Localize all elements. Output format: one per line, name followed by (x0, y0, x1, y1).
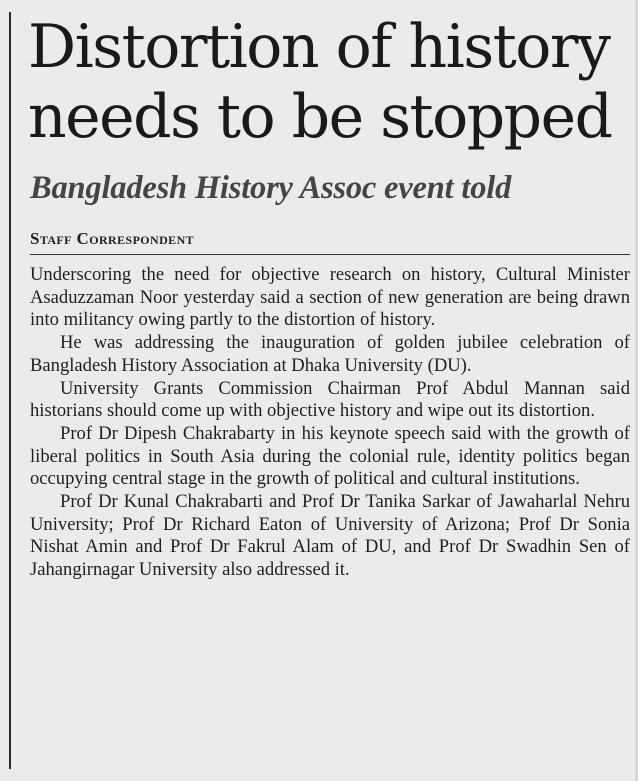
byline: Staff Correspondent (30, 229, 195, 248)
headline: Distortion of history needs to be stopped (28, 12, 612, 152)
column-rule (9, 12, 11, 769)
subheadline: Bangladesh History Assoc event told (30, 170, 512, 206)
article-body (30, 264, 630, 582)
paragraph: He was addressing the inauguration of golden jubilee celebration of Bangladesh History Association at Dhaka University (DU). (30, 332, 630, 376)
paragraph: Underscoring the need for objective research on history, Cultural Minister Asaduzzaman Noor yesterday said a section of new generation are being drawn into militancy owing partly to the distortion of history. (30, 264, 630, 331)
byline-divider (30, 254, 630, 255)
paragraph: Prof Dr Kunal Chakrabarti and Prof Dr Tanika Sarkar of Jawaharlal Nehru University; Prof Dr Richard Eaton of University of Arizona; Prof Dr Sonia Nishat Amin and Prof Dr Fakrul Alam of DU, and Prof Dr Swadhin Sen of Jahangirnagar University also addressed it. (30, 491, 630, 581)
paragraph: Prof Dr Dipesh Chakrabarty in his keynote speech said with the growth of liberal politics in South Asia during the colonial rule, identity politics began occupying central stage in the growth of political and cultural institutions. (30, 422, 630, 490)
paragraph: University Grants Commission Chairman Prof Abdul Mannan said historians should come up with objective history and wipe out its distortion. (30, 377, 630, 422)
